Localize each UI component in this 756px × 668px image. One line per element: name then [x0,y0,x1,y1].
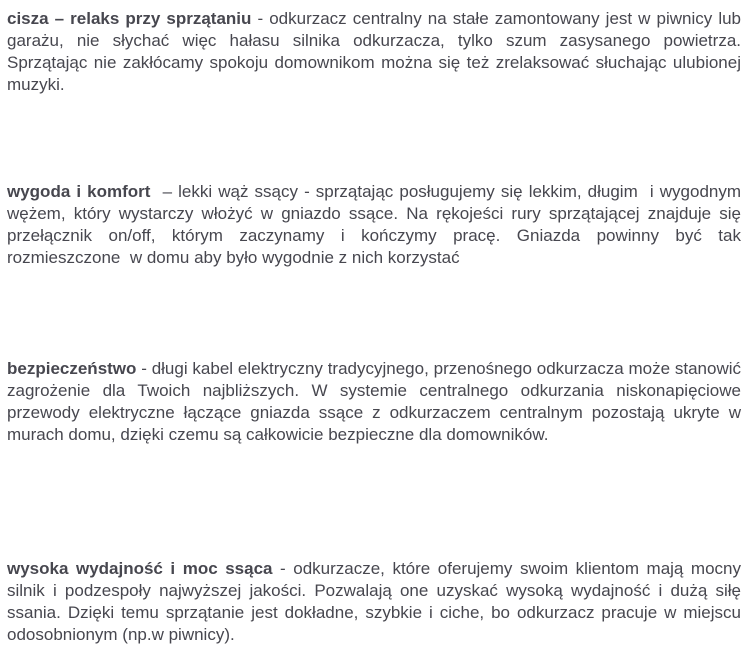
paragraph-performance [7,558,741,646]
paragraph-safety [7,358,741,446]
paragraph-quiet-body: - odkurzacz centralny na stałe zamontowany jest w piwnicy lub garażu, nie słychać więc hałasu silnika odkurzacza, tylko szum zasysanego powietrza. Sprzątając nie zakłócamy spokoju domownikom można się też zrelaksować słuchając ulubionej muzyki. [7,9,742,94]
paragraph-performance-lead: wysoka wydajność i moc ssąca [7,559,273,578]
paragraph-quiet [7,8,741,96]
paragraph-comfort [7,181,741,269]
paragraph-comfort-body: – lekki wąż ssący - sprzątając posługujemy się lekkim, długim i wygodnym wężem, który wystarczy włożyć w gniazdo ssące. Na rękojeści rury sprzątającej znajduje się przełącznik on/off, którym zaczynamy i kończymy pracę. Gniazda powinny być tak rozmieszczone w domu aby było wygodnie z nich korzystać [7,182,742,267]
paragraph-safety-lead: bezpieczeństwo [7,359,137,378]
paragraph-quiet-lead: cisza – relaks przy sprzątaniu [7,9,252,28]
paragraph-safety-body: - długi kabel elektryczny tradycyjnego, przenośnego odkurzacza może stanowić zagrożenie dla Twoich najbliższych. W systemie centralnego odkurzania niskonapięciowe przewody elektryczne łączące gniazda ssące z odkurzaczem centralnym pozostają ukryte w murach domu, dzięki czemu są całkowicie bezpieczne dla domowników. [7,359,741,444]
paragraph-comfort-lead: wygoda i komfort [7,182,151,201]
paragraph-performance-body: - odkurzacze, które oferujemy swoim klientom mają mocny silnik i podzespoły najwyższej jakości. Pozwalają one uzyskać wysoką wydajność i dużą siłę ssania. Dzięki temu sprzątanie jest dokładne, szybkie i ciche, bo odkurzacz pracuje w miejscu odosobnionym (np.w piwnicy). [7,559,741,644]
